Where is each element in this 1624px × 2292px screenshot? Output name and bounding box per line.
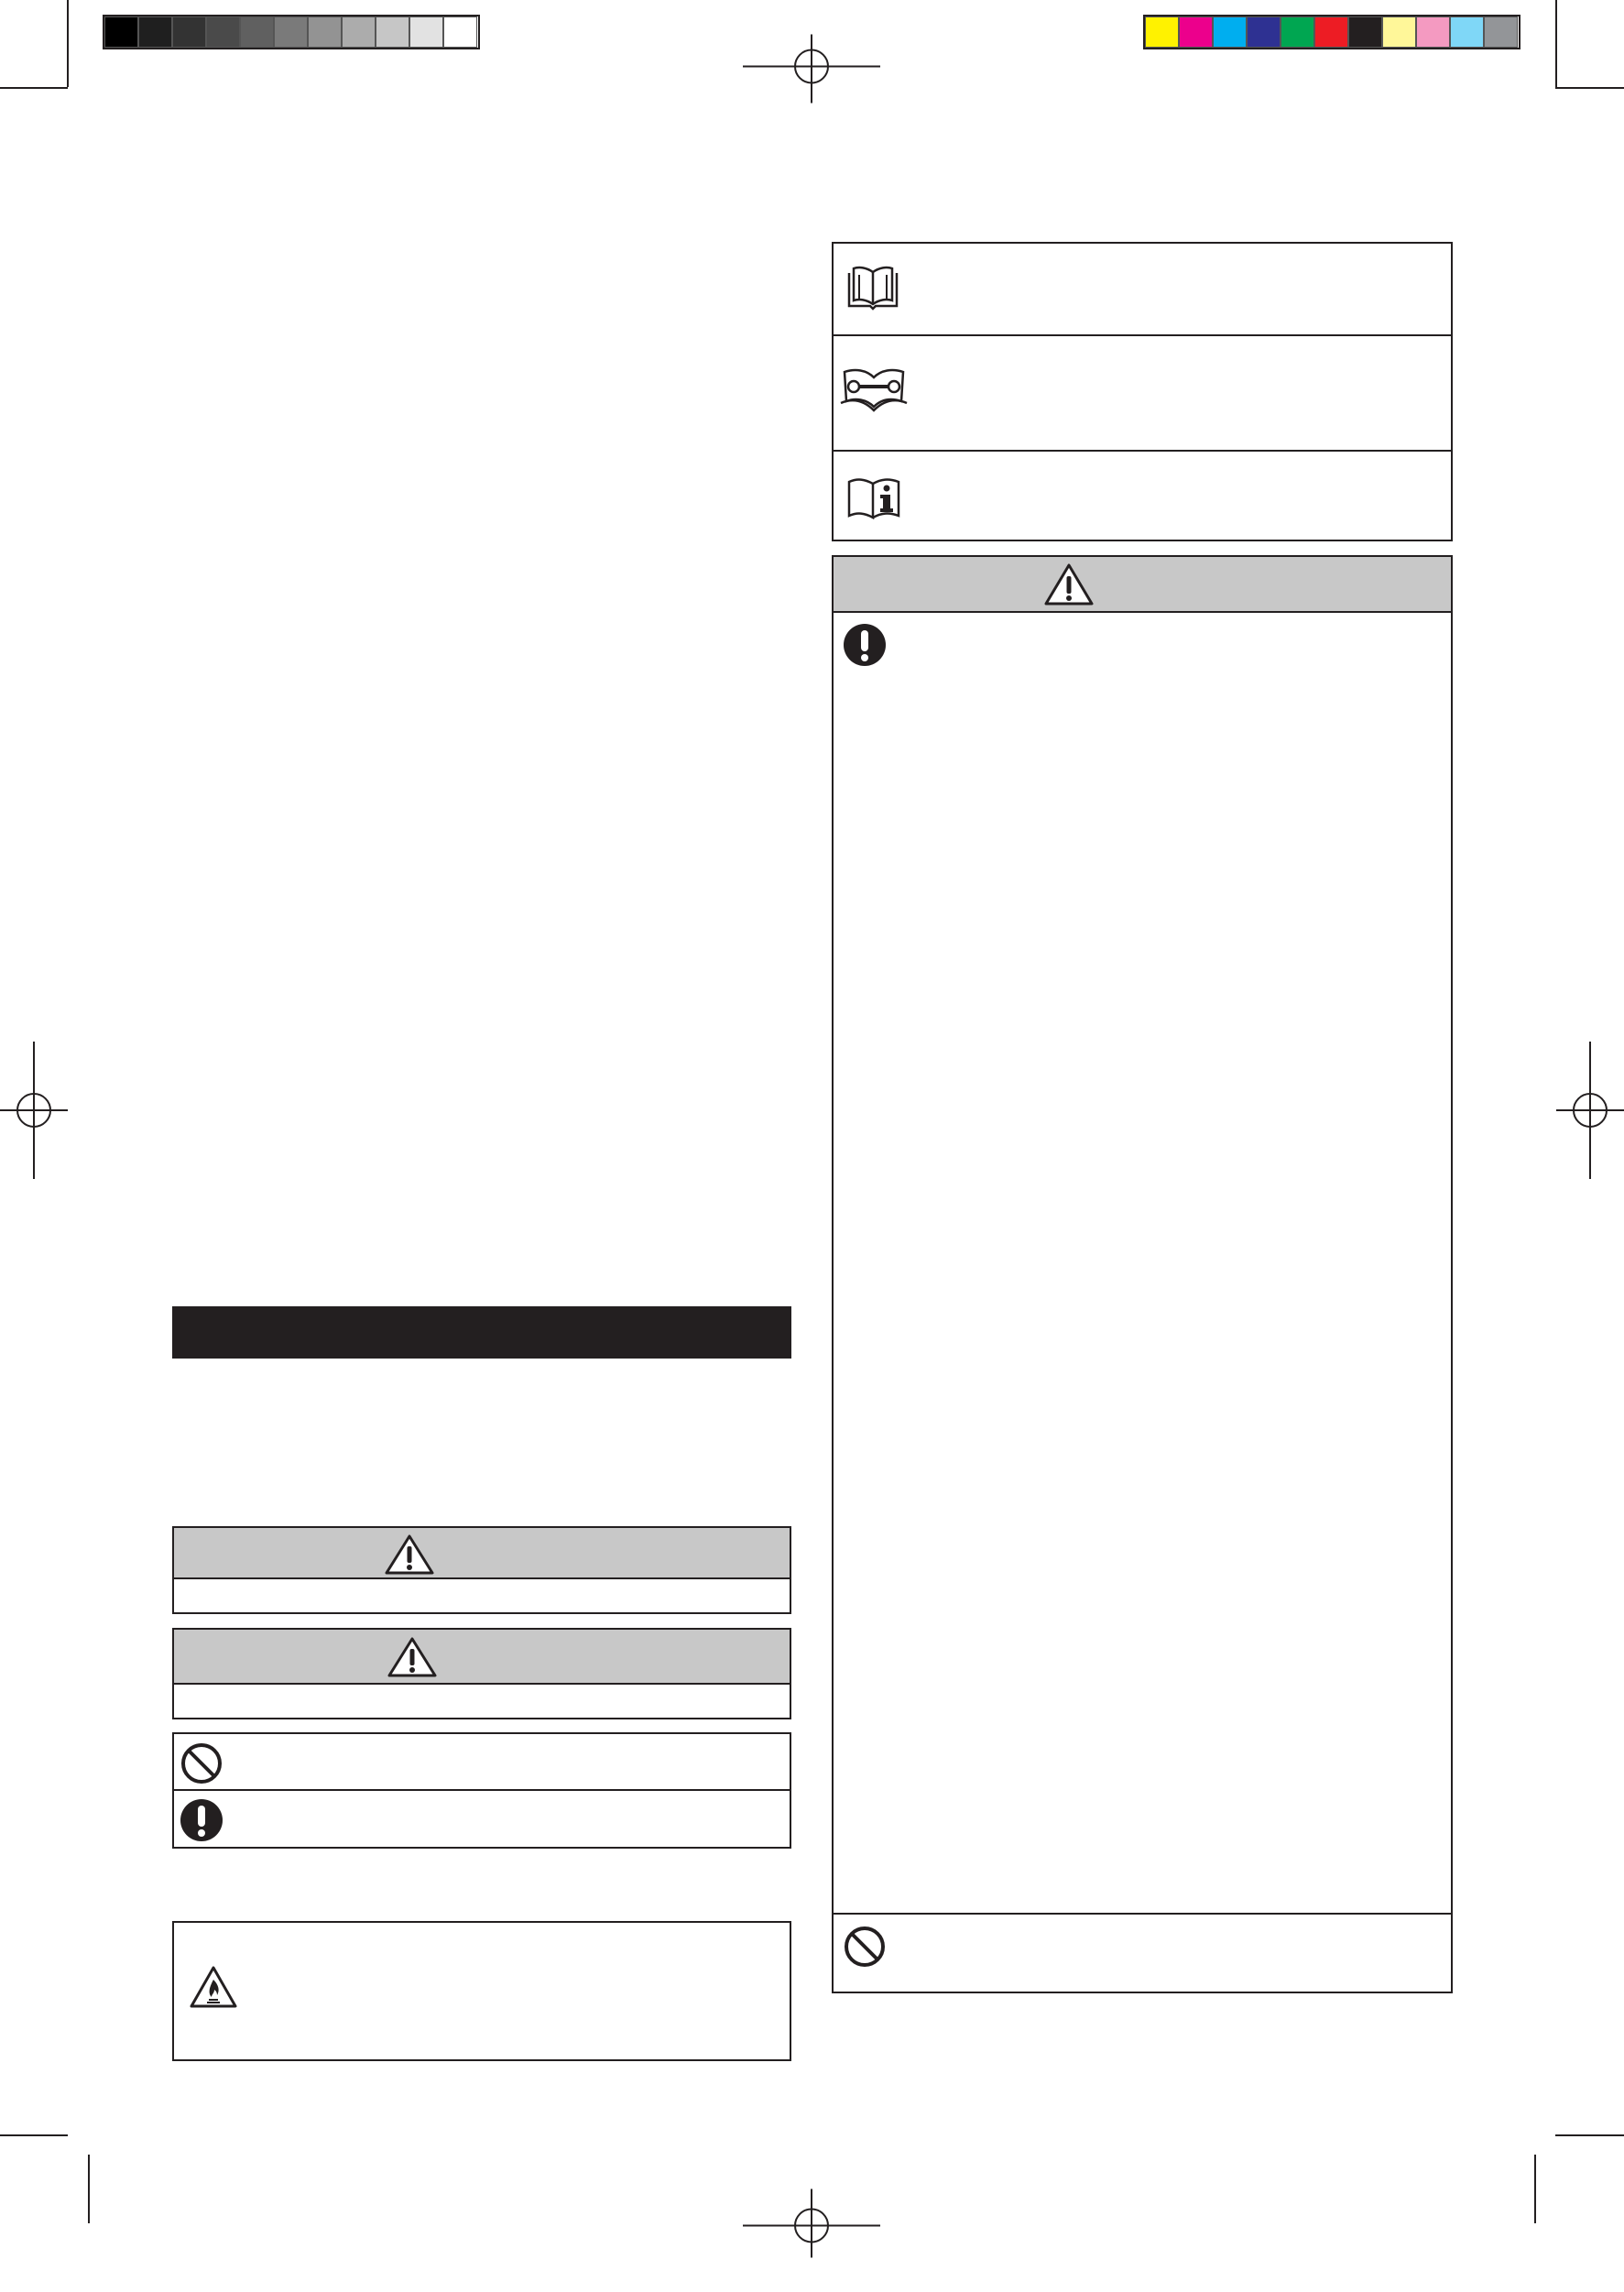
color-swatch bbox=[1450, 16, 1484, 48]
registration-mark-left bbox=[0, 1042, 68, 1179]
color-swatch bbox=[172, 16, 206, 48]
main-warning-header bbox=[834, 557, 1451, 613]
section-heading-bar bbox=[172, 1306, 791, 1359]
color-swatch bbox=[1484, 16, 1518, 48]
wrench-book-icon bbox=[837, 366, 910, 414]
main-warning-divider bbox=[834, 1913, 1451, 1915]
color-swatch bbox=[443, 16, 477, 48]
color-swatch bbox=[138, 16, 172, 48]
crop-mark bbox=[67, 0, 69, 87]
color-swatch bbox=[1179, 16, 1213, 48]
crop-mark bbox=[1534, 2155, 1536, 2223]
flammable-warning-icon bbox=[189, 1965, 238, 2009]
color-swatch bbox=[1281, 16, 1314, 48]
warning-triangle-icon bbox=[384, 1533, 435, 1576]
caution-header bbox=[174, 1630, 790, 1685]
color-swatch bbox=[342, 16, 376, 48]
caution-triangle-icon bbox=[387, 1636, 438, 1678]
color-swatch bbox=[1348, 16, 1382, 48]
warning-triangle-icon bbox=[1043, 562, 1095, 606]
exclamation-icon bbox=[843, 623, 887, 667]
info-booklet-icon bbox=[846, 476, 901, 520]
manual-divider-1 bbox=[834, 334, 1451, 336]
caution-definition-box bbox=[172, 1628, 791, 1719]
color-swatch bbox=[206, 16, 240, 48]
color-swatch bbox=[274, 16, 308, 48]
color-swatch bbox=[240, 16, 274, 48]
crop-mark bbox=[1555, 0, 1557, 87]
manual-divider-2 bbox=[834, 450, 1451, 452]
flammable-notice-box bbox=[172, 1921, 791, 2061]
main-warning-box bbox=[832, 555, 1453, 1993]
warning-header bbox=[174, 1528, 790, 1579]
color-swatch bbox=[1145, 16, 1179, 48]
prohibited-icon bbox=[843, 1925, 887, 1969]
crop-mark bbox=[0, 87, 68, 89]
color-swatch bbox=[1416, 16, 1450, 48]
crop-mark bbox=[88, 2155, 90, 2223]
symbol-divider bbox=[174, 1789, 790, 1791]
color-swatch bbox=[104, 16, 138, 48]
crop-mark bbox=[1555, 87, 1624, 89]
book-icon bbox=[846, 266, 899, 311]
prohibited-icon bbox=[180, 1741, 223, 1785]
warning-definition-box bbox=[172, 1526, 791, 1614]
color-swatch bbox=[376, 16, 409, 48]
crop-mark bbox=[0, 2134, 68, 2136]
registration-mark-bottom bbox=[743, 2155, 880, 2292]
color-swatch bbox=[1314, 16, 1348, 48]
color-swatch bbox=[1382, 16, 1416, 48]
color-swatch bbox=[409, 16, 443, 48]
color-swatch bbox=[308, 16, 342, 48]
registration-mark-top bbox=[743, 0, 880, 137]
symbol-legend-box bbox=[172, 1732, 791, 1849]
crop-mark bbox=[1555, 2134, 1624, 2136]
color-swatch bbox=[1247, 16, 1281, 48]
registration-mark-right bbox=[1556, 1042, 1624, 1179]
color-swatch bbox=[1213, 16, 1247, 48]
manual-icons-box bbox=[832, 242, 1453, 541]
exclamation-icon bbox=[180, 1798, 223, 1842]
